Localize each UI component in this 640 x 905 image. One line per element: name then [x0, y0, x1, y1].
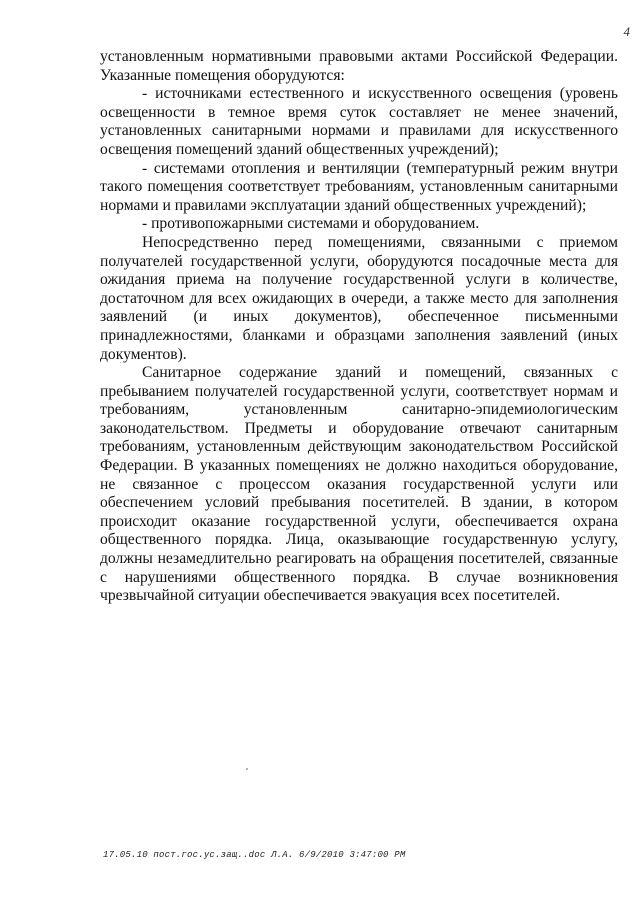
list-item: - источниками естественного и искусственного освещения (уровень освещенности в темное время суток составляет не менее значений, установленных санитарными нормами и правилами для искусственного освещения помещений зданий общественных учреждений); [100, 85, 618, 158]
paragraph: установленным нормативными правовыми актами Российской Федерации. Указанные помещения оборудуются: [100, 48, 618, 84]
paragraph: Непосредственно перед помещениями, связанными с приемом получателей государственной услуги, оборудуются посадочные места для ожидания приема на получение государственной услуги в количестве, достаточном для всех ожидающих в очереди, а также место для заполнения заявлений (и иных документов), обеспеченное письменными принадлежностями, бланками и образцами заполнения заявлений (иных документов). [100, 233, 618, 363]
scan-speck [120, 362, 121, 363]
paragraph: Санитарное содержание зданий и помещений, связанных с пребыванием получателей государственной услуги, соответствует нормам и требованиям, установленным санитарно-эпидемиологическим законодательством. Предметы и оборудование отвечают санитарным требованиям, установленным действующим законодательством Российской Федерации. В указанных помещениях не должно находиться оборудование, не связанное с процессом оказания государственной услуги или обеспечением условий пребывания посетителей. В здании, в котором происходит оказание государственной услуги, обеспечивается охрана общественного порядка. Лица, оказывающие государственную услугу, должны незамедлительно реагировать на обращения посетителей, связанные с нарушениями общественного порядка. В случае возникновения чрезвычайной ситуации обеспечивается эвакуация всех посетителей. [100, 364, 618, 605]
list-item: - противопожарными системами и оборудованием. [142, 215, 480, 233]
scan-speck [246, 768, 248, 770]
page-mark: 4 [623, 24, 630, 39]
document-footer: 17.05.10 пост.гос.ус.защ..doc Л.А. 6/9/2010 3:47:00 PM [103, 850, 406, 860]
document-body [100, 48, 618, 606]
list-item: - системами отопления и вентиляции (температурный режим внутри такого помещения соответствует требованиям, установленным санитарными нормами и правилами эксплуатации зданий общественных учреждений); [100, 159, 618, 214]
